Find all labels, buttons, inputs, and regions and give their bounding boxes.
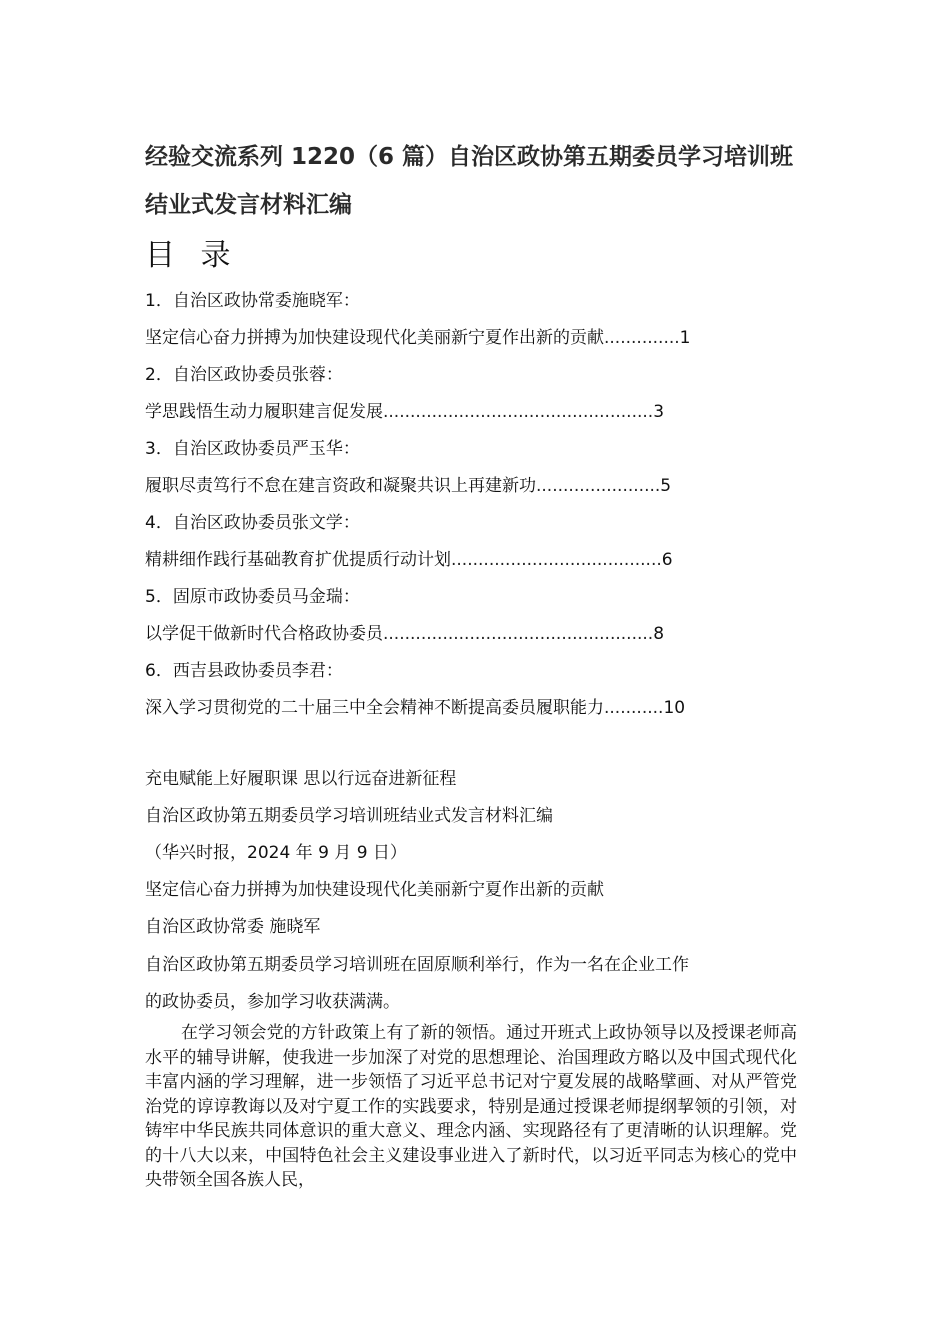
toc-entry — [145, 508, 785, 582]
toc-entry — [145, 434, 785, 508]
toc-title: 以学促干做新时代合格政协委员 — [145, 624, 383, 644]
toc-entry — [145, 582, 785, 656]
toc-page-number: 10 — [663, 698, 686, 718]
toc-heading: 目 录 — [145, 238, 239, 273]
toc-page-number: 6 — [661, 550, 673, 570]
toc-entry — [145, 360, 785, 434]
speech-author: 自治区政协常委 施晓军 — [145, 917, 321, 937]
toc-title: 坚定信心奋力拼搏为加快建设现代化美丽新宁夏作出新的贡献 — [145, 328, 604, 348]
toc-title-row[interactable] — [145, 397, 664, 422]
body-paragraph: 在学习领会党的方针政策上有了新的领悟。通过开班式上政协领导以及授课老师高水平的辅导讲解，使我进一步加深了对党的思想理论、治国理政方略以及中国式现代化丰富内涵的学习理解，进一步领悟了习近平总书记对宁夏发展的战略擘画、对从严管党治党的谆谆教诲以及对宁夏工作的实践要求，特别是通过授课老师提纲挈领的引领，对铸牢中华民族共同体意识的重大意义、理念内涵、实现路径有了更清晰的认识理解。党的十八大以来，中国特色社会主义建设事业进入了新时代，以习近平同志为核心的党中央带领全国各族人民， — [145, 1023, 797, 1190]
toc-leader-dots: .............. — [604, 328, 680, 348]
toc-entry — [145, 656, 785, 730]
speech-title: 坚定信心奋力拼搏为加快建设现代化美丽新宁夏作出新的贡献 — [145, 880, 604, 900]
table-of-contents — [145, 286, 785, 730]
toc-title-row[interactable] — [145, 545, 673, 570]
article-collection-title: 自治区政协第五期委员学习培训班结业式发言材料汇编 — [145, 806, 553, 826]
article-heading: 充电赋能上好履职课 思以行远奋进新征程 — [145, 769, 457, 789]
toc-leader-dots: ....................... — [536, 476, 661, 496]
toc-speaker: 1．自治区政协常委施晓军： — [145, 291, 360, 311]
intro-line-1: 自治区政协第五期委员学习培训班在固原顺利举行，作为一名在企业工作 — [145, 955, 689, 975]
article-source: （华兴时报，2024 年 9 月 9 日） — [145, 843, 407, 863]
toc-speaker: 4．自治区政协委员张文学： — [145, 513, 360, 533]
toc-title: 深入学习贯彻党的二十届三中全会精神不断提高委员履职能力 — [145, 698, 604, 718]
toc-page-number: 5 — [660, 476, 672, 496]
document-title-line-2: 结业式发言材料汇编 — [145, 192, 352, 218]
toc-speaker: 3．自治区政协委员严玉华： — [145, 439, 360, 459]
toc-speaker: 5．固原市政协委员马金瑞： — [145, 587, 360, 607]
document-title-line-1: 经验交流系列 1220（6 篇）自治区政协第五期委员学习培训班 — [145, 144, 794, 170]
toc-leader-dots: ........... — [604, 698, 664, 718]
toc-entry — [145, 286, 785, 360]
toc-title-row[interactable] — [145, 323, 690, 348]
intro-line-2: 的政协委员，参加学习收获满满。 — [145, 992, 400, 1012]
toc-title: 学思践悟生动力履职建言促发展 — [145, 402, 383, 422]
toc-page-number: 3 — [653, 402, 665, 422]
toc-leader-dots: .................................................. — [383, 402, 654, 422]
toc-title-row[interactable] — [145, 471, 671, 496]
toc-page-number: 8 — [653, 624, 665, 644]
toc-title-row[interactable] — [145, 619, 664, 644]
toc-title: 履职尽责笃行不怠在建言资政和凝聚共识上再建新功 — [145, 476, 536, 496]
toc-page-number: 1 — [679, 328, 691, 348]
toc-leader-dots: ....................................... — [451, 550, 662, 570]
toc-speaker: 6．西吉县政协委员李君： — [145, 661, 343, 681]
toc-speaker: 2．自治区政协委员张蓉： — [145, 365, 343, 385]
toc-title-row[interactable] — [145, 693, 685, 718]
toc-title: 精耕细作践行基础教育扩优提质行动计划 — [145, 550, 451, 570]
toc-leader-dots: .................................................. — [383, 624, 654, 644]
